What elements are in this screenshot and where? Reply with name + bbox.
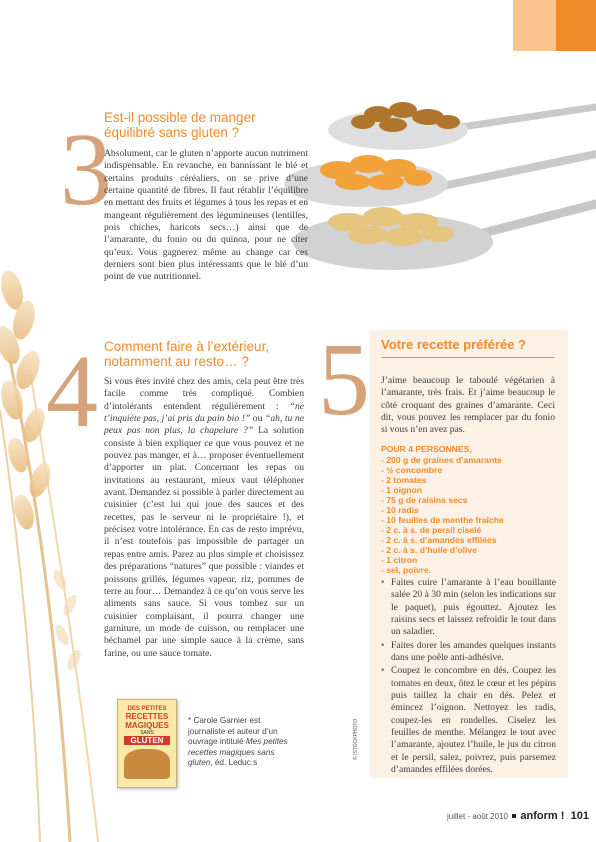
footer-square-icon [512,814,516,818]
question-4-body-part1: Si vous êtes invité chez des amis, cela peut être très facile comme très compliqué. Combien d’intolérants entendent régulièrement : [104,376,304,412]
book-caption-part2: , éd. Leduc.s [210,758,258,767]
recipe-step: • Faites cuire l’amarante à l’eau bouillante salée 20 à 30 min (selon les indications sur le paquet), puis égouttez. Ajoutez les raisins secs et laissez refroidir le tout dans un saladier. [381,577,556,639]
photo-credit: © ISTOCKPHOTO [353,718,359,760]
recipe-step: • Faites dorer les amandes quelques instants dans une poêle anti-adhésive. [381,640,556,665]
question-4-quote1: “ne t’inquiète pas, j’ai pris du pain bio !” [104,400,304,425]
question-4-quote2: “ah, tu ne peux pas non plus, la chapelure ?” [104,413,304,437]
question-4-body [104,376,304,660]
question-4-title: Comment faire à l’extérieur, notamment au resto… ? [104,339,270,369]
ingredient-item: - 10 feuilles de menthe fraîche [381,515,504,525]
ingredient-item: - 1 citron [381,555,418,565]
ingredient-item: - 200 g de graines d’amarante [381,455,502,465]
recipe-step: • Coupez le concombre en dés. Coupez les tomates en deux, ôtez le cœur et les pépins puis taillez la chair en dés. Pelez et émincez l’oignon. Nettoyez les radis, coupez-les en rondelles. Ciselez les feuilles de menthe. Mélangez le tout avec l’amarante, ajoutez l’huile, le jus du citron et le persil, salez, poivrez, puis parsemez d’amandes effilées dorées. [381,665,556,776]
question-number-4: 4 [46,334,98,449]
book-cover-title-4: SANS [140,730,154,736]
ingredient-item: - 2 c. à s. d’huile d’olive [381,545,477,555]
question-3-body: Absolument, car le gluten n’apporte aucun nutriment indispensable. En revanche, en bannissant le blé et certains produits céréaliers, on se prive d’une certaine quantité de fibres. Il faut rétablir l’équilibre en mettant des fruits et légumes à tous les repas et en mangeant régulièrement des légumineuses (lentilles, pois chiches, haricots secs…) ainsi que de l’amarante, du fonio ou du quinoa, pour ne citer qu’eux. Vous gagnerez même au change car ces derniers sont bien plus intéressants que le blé d’un point de vue nutritionnel. [104,148,308,283]
question-4-body-part3: La solution consiste à bien expliquer ce que vous pouvez et ne pouvez pas manger, et à… proposer éventuellement d’apporter un plat. Concernant les repas ou invitations au restaurant, mieux vaut téléphoner avant. Demandez si possible à parler directement au cuisinier (c’est lui qui joue des sauces et des recettes, pas le serveur ni le propriétaire !), et précisez votre intolérance. En cas de resto imprévu, il n’est toutefois pas impossible de partager un repas entre amis. Parez au plus simple et choisissez des préparations “natures” que possible : viandes et poissons grillés, légumes vapeur, riz, pommes de terre au four… Demandez à ce qu’on vous serve les aliments sans sauce. Si vous tombez sur un cuisinier complaisant, il pourra changer une garniture, un mode de cuisson, ou remplacer une béchamel par une simple sauce à la crème, sans farine, ou une sauce tomate. [104,425,304,659]
ingredient-item: - 2 c. à s. d’amandes effilées [381,535,497,545]
question-5-intro: J’aime beaucoup le taboulé végétarien à l’amarante, très frais. Et j’aime beaucoup le côté croquant des graines d’amarante. Ceci dit, vous pouvez les remplacer par du fonio si vous n’en avez pas. [381,375,555,436]
book-cover-title-2: RECETTES [125,712,169,721]
ingredient-item: - 2 tomates [381,475,427,485]
spoons-photo [278,92,596,274]
servings-label: POUR 4 PERSONNES, [381,444,472,454]
ingredient-item: - 10 radis [381,505,419,515]
ingredients-list [381,444,561,575]
corner-tab-light [513,0,556,51]
ingredient-item: - sel, poivre. [381,565,432,575]
page-number: 101 [570,810,589,822]
question-number-3: 3 [60,112,112,227]
footer-brand: anform ! [520,810,565,822]
question-number-5: 5 [318,322,370,437]
book-cover-title-3: MAGIQUES [125,721,169,730]
recipe-steps [381,577,556,778]
ingredient-item: - 1 oignon [381,485,423,495]
recipe-title-rule [381,357,555,358]
question-4-body-part2: ou [250,413,265,425]
book-caption [188,716,288,769]
book-caption-title: Mes petites recettes magiques sans gluten [188,737,288,767]
book-cover-title-1: DES PETITES [127,706,167,712]
book-cover-title-5: GLUTEN [124,736,170,745]
ingredient-item: - ½ concombre [381,465,443,475]
book-cover [117,699,177,788]
book-cover-image [124,749,170,779]
ingredient-item: - 2 c. à s. de persil ciselé [381,525,482,535]
book-caption-part1: * Carole Garnier est journaliste et auteur d’un ouvrage intitulé [188,716,278,746]
ingredient-item: - 75 g de raisins secs [381,495,468,505]
corner-tab-dark [556,0,596,51]
page-footer [447,810,589,822]
question-3-title: Est-il possible de manger équilibré sans gluten ? [104,110,256,140]
footer-date: juillet - août 2010 [447,812,508,821]
question-5-title: Votre recette préférée ? [381,337,526,352]
